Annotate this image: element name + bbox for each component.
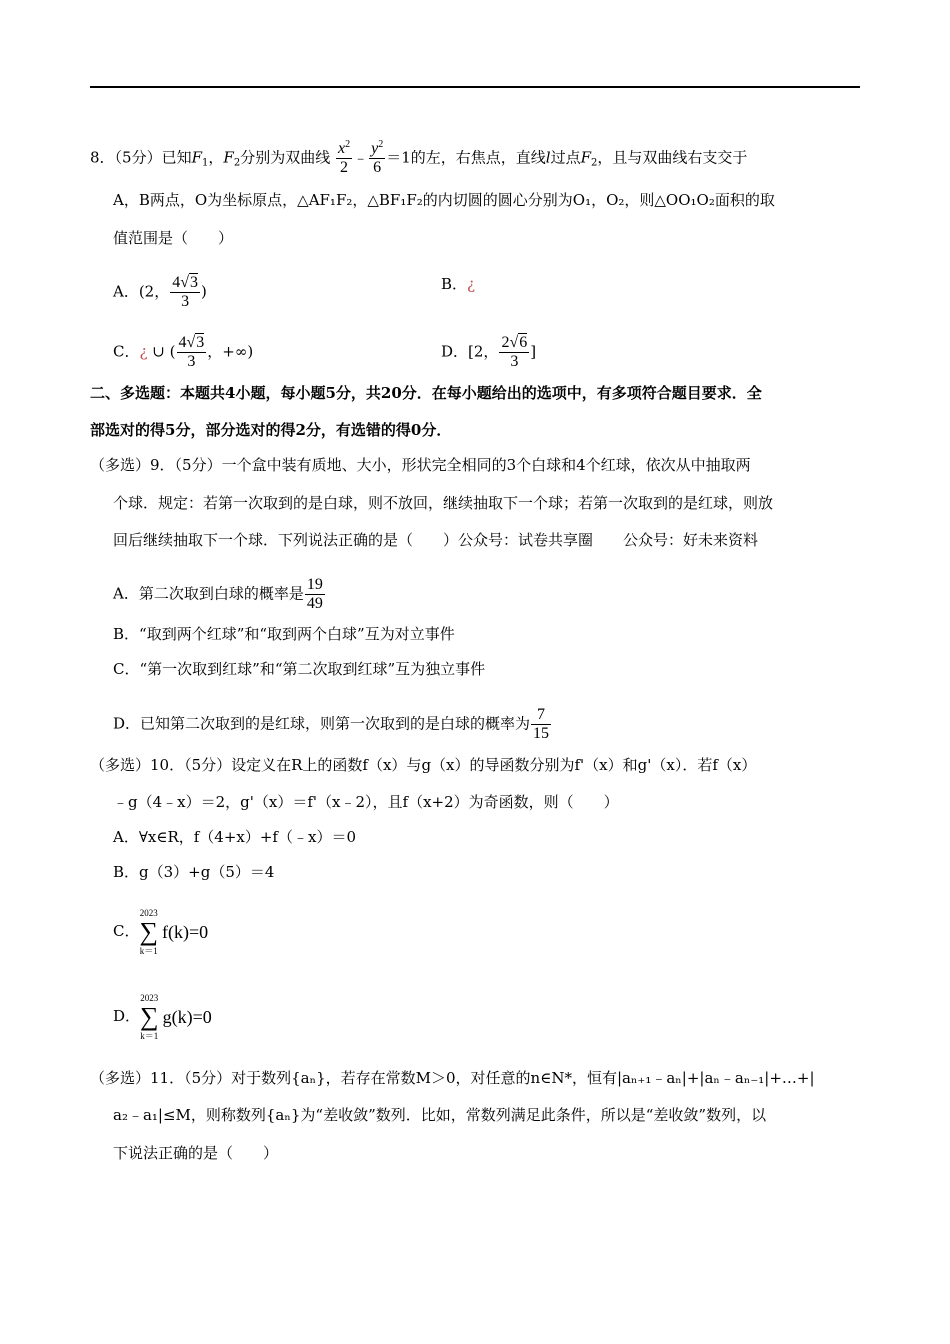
q8-option-d: D．[2， $\frac{2√6}{3}$ ] <box>441 334 537 370</box>
q8-option-c: C．¿ ∪ ( $\frac{4√3}{3}$ ，+∞) <box>113 334 254 370</box>
q9-line3: 回后继续抽取下一个球．下列说法正确的是（ ）公众号：试卷共享圈 公众号：好未来资料 <box>113 531 759 549</box>
hyperbola-y-term: $\frac{y^2}{6}$ <box>371 139 384 176</box>
summation: 2023 ∑ k＝1 <box>140 993 159 1041</box>
q9-option-a: A．第二次取到白球的概率是 $\frac{19}{49}$ <box>113 576 323 612</box>
q11-line1: （多选）11．（5分）对于数列{aₙ}，若存在常数M＞0，对任意的n∈N*，恒有|aₙ₊₁﹣aₙ|+|aₙ﹣aₙ₋₁|+…+| <box>90 1069 815 1087</box>
q9-option-c: C．“第一次取到红球”和“第二次取到红球”互为独立事件 <box>113 660 486 678</box>
q9-option-d: D．已知第二次取到的是红球，则第一次取到的是白球的概率为 $\frac{7}{15}$ <box>113 706 550 742</box>
q10-option-c: C． 2023 ∑ k＝1 f(k)=0 <box>113 908 209 956</box>
q11-line3: 下说法正确的是（ ） <box>113 1144 279 1162</box>
q10-option-a: A．∀x∈R，f（4+x）+f（﹣x）＝0 <box>113 828 356 846</box>
q8-option-a: A．(2， $\frac{4√3}{3}$ ) <box>113 274 207 310</box>
q9-line1: （多选）9．（5分）一个盒中装有质地、大小，形状完全相同的3个白球和4个红球，依次从中抽取两 <box>90 456 751 474</box>
q8-option-b: B．¿ <box>441 275 476 293</box>
header-rule <box>90 86 860 88</box>
q8-line2: A，B两点，O为坐标原点，△AF₁F₂，△BF₁F₂的内切圆的圆心分别为O₁，O₂，则△OO₁O₂面积的取 <box>113 191 775 209</box>
q9-line2: 个球．规定：若第一次取到的是白球，则不放回，继续抽取下一个球；若第一次取到的是红球，则放 <box>113 494 774 512</box>
section2-header-line2: 部选对的得5分，部分选对的得2分，有选错的得0分． <box>90 421 452 439</box>
hyperbola-x-term: $\frac{x^2}{2}$ <box>338 139 351 176</box>
q8-line3: 值范围是（ ） <box>113 229 234 247</box>
q8-line1: 8．（5分）已知$F_1$，$F_2$分别为双曲线 $\frac{x^2}{2}$ ﹣ $\frac{y^2}{6}$ ＝1的左，右焦点，直线l过点$F_2$，且与双曲线右支交于 <box>90 139 748 176</box>
q10-option-d: D． 2023 ∑ k＝1 g(k)=0 <box>113 993 212 1041</box>
q9-option-b: B．“取到两个红球”和“取到两个白球”互为对立事件 <box>113 625 455 643</box>
q10-line1: （多选）10．（5分）设定义在R上的函数f（x）与g（x）的导函数分别为f'（x）和g'（x）．若f（x） <box>90 756 757 774</box>
summation: 2023 ∑ k＝1 <box>139 908 159 956</box>
q10-option-b: B．g（3）+g（5）＝4 <box>113 863 275 881</box>
section2-header-line1: 二、多选题：本题共4小题，每小题5分，共20分．在每小题给出的选项中，有多项符合题目要求．全 <box>90 384 762 402</box>
q10-line2: ﹣g（4﹣x）＝2，g'（x）＝f'（x﹣2），且f（x+2）为奇函数，则（ ） <box>113 793 619 811</box>
q11-line2: a₂﹣a₁|≤M，则称数列{aₙ}为“差收敛”数列．比如，常数列满足此条件，所以是“差收敛”数列，以 <box>113 1106 767 1124</box>
